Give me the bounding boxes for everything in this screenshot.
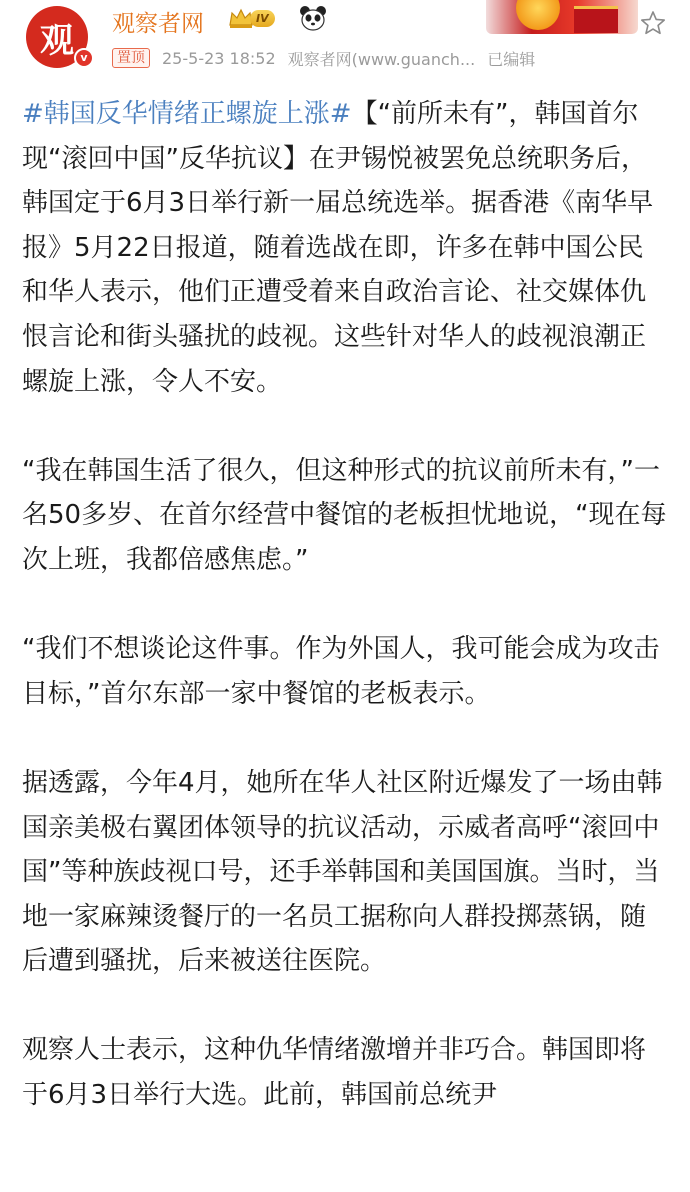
decorative-banner [486,0,638,34]
verified-badge: v [74,48,94,68]
post-paragraph: “我们不想谈论这件事。作为外国人，我可能会成为攻击目标，”首尔东部一家中餐馆的老板表示。 [22,634,660,709]
level-badge [228,7,275,29]
panda-icon [299,5,327,31]
post-paragraph [22,92,668,404]
post-paragraph: 观察人士表示，这种仇华情绪激增并非巧合。韩国即将于6月3日举行大选。此前，韩国前总统尹 [22,1035,647,1111]
post-meta [112,46,535,70]
banner-sun-icon [516,0,560,30]
timestamp: 25-5-23 18:52 [162,48,276,68]
post-paragraph: “我在韩国生活了很久，但这种形式的抗议前所未有，”一名50多岁、在首尔经营中餐馆的老板担忧地说，“现在每次上班，我都倍感焦虑。” [22,455,667,575]
post-body [22,92,668,1162]
level-label: IV [250,10,275,27]
hashtag-link[interactable]: #韩国反华情绪正螺旋上涨# [22,99,352,129]
post-header [0,0,690,86]
username[interactable]: 观察者网 [112,11,204,37]
post-source[interactable]: 观察者网(www.guanch... [287,49,476,69]
banner-gate-icon [574,6,618,33]
post-paragraph: 据透露，今年4月，她所在华人社区附近爆发了一场由韩国亲美极右翼团体领导的抗议活动，示威者高呼“滚回中国”等种族歧视口号，还手举韩国和美国国旗。当时，当地一家麻辣烫餐厅的一名员工据称向人群投掷蒸锅，随后遭到骚扰，后来被送往医院。 [22,767,663,977]
avatar-logo-text: 观 [40,20,74,61]
paragraph-text: 【“前所未有”，韩国首尔现“滚回中国”反华抗议】在尹锡悦被罢免总统职务后，韩国定于6月3日举行新一届总统选举。据香港《南华早报》5月22日报道，随着选战在即，许多在韩中国公民和华人表示，他们正遭受着来自政治言论、社交媒体仇恨言论和街头骚扰的歧视。这些针对华人的歧视浪潮正螺旋上涨，令人不安。 [22,99,654,397]
star-icon[interactable] [640,10,666,36]
pinned-tag: 置顶 [112,48,150,68]
edited-label[interactable]: 已编辑 [487,49,536,69]
